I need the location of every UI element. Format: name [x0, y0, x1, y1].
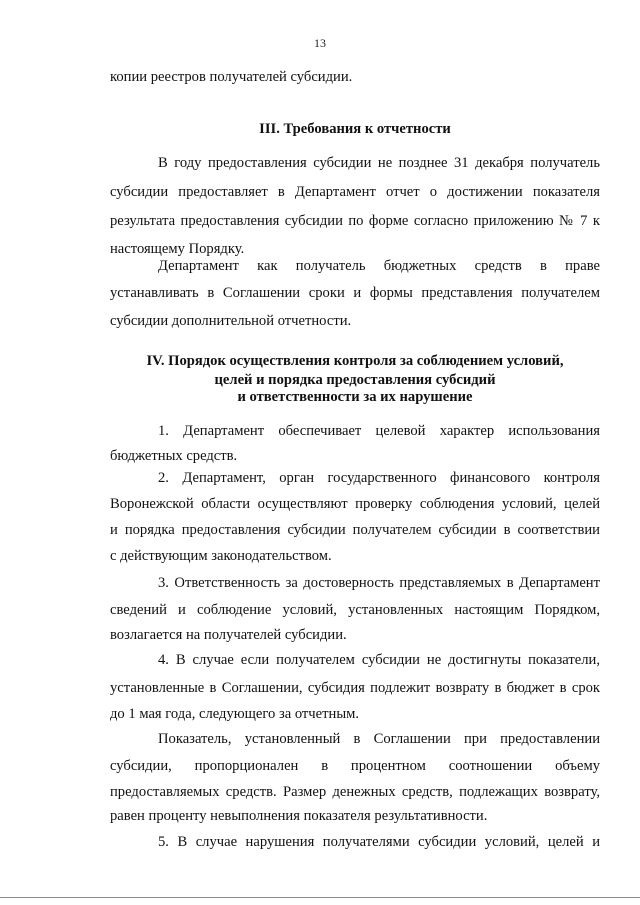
text-line: равен проценту невыполнения показателя результативности. — [110, 808, 488, 824]
section-heading-4: целей и порядка предоставления субсидий — [214, 372, 496, 388]
text-line: предоставляемых средств. Размер денежных средств, подлежащих возврату, — [110, 784, 600, 800]
page-bottom-rule — [0, 897, 640, 898]
section-heading-3: III. Требования к отчетности — [259, 121, 451, 137]
text-line: установленные в Соглашении, субсидия подлежит возврату в бюджет в срок — [110, 680, 600, 696]
text-line: настоящему Порядку. — [110, 241, 245, 257]
text-line: бюджетных средств. — [110, 448, 238, 464]
text-line: 3. Ответственность за достоверность представляемых в Департамент — [158, 575, 600, 591]
text-line: до 1 мая года, следующего за отчетным. — [110, 706, 360, 722]
text-line: субсидии дополнительной отчетности. — [110, 313, 352, 329]
text-line: субсидии, пропорционален в процентном соотношении объему — [110, 758, 600, 774]
page-number: 13 — [314, 36, 326, 50]
text-line: устанавливать в Соглашении сроки и формы представления получателем — [110, 285, 600, 301]
text-line: возлагается на получателей субсидии. — [110, 627, 347, 643]
text-line: 1. Департамент обеспечивает целевой характер использования — [158, 423, 600, 439]
section-heading-4: IV. Порядок осуществления контроля за соблюдением условий, — [146, 353, 564, 369]
text-line: субсидии предоставляет в Департамент отчет о достижении показателя — [110, 184, 600, 200]
text-line: с действующим законодательством. — [110, 548, 332, 564]
text-line: 5. В случае нарушения получателями субсидии условий, целей и — [158, 834, 600, 850]
text-line: копии реестров получателей субсидии. — [110, 69, 353, 85]
text-line: сведений и соблюдение условий, установленных настоящим Порядком, — [110, 602, 600, 618]
text-line: и порядка предоставления субсидии получателем субсидии в соответствии — [110, 522, 600, 538]
text-line: результата предоставления субсидии по форме согласно приложению № 7 к — [110, 213, 600, 229]
text-line: 4. В случае если получателем субсидии не достигнуты показатели, — [158, 652, 600, 668]
text-line: Воронежской области осуществляют проверку соблюдения условий, целей — [110, 496, 600, 512]
text-line: В году предоставления субсидии не позднее 31 декабря получатель — [158, 155, 600, 171]
text-line: Показатель, установленный в Соглашении при предоставлении — [158, 731, 600, 747]
section-heading-4: и ответственности за их нарушение — [237, 389, 473, 405]
text-line: 2. Департамент, орган государственного финансового контроля — [158, 470, 600, 486]
text-line: Департамент как получатель бюджетных средств в праве — [158, 258, 600, 274]
